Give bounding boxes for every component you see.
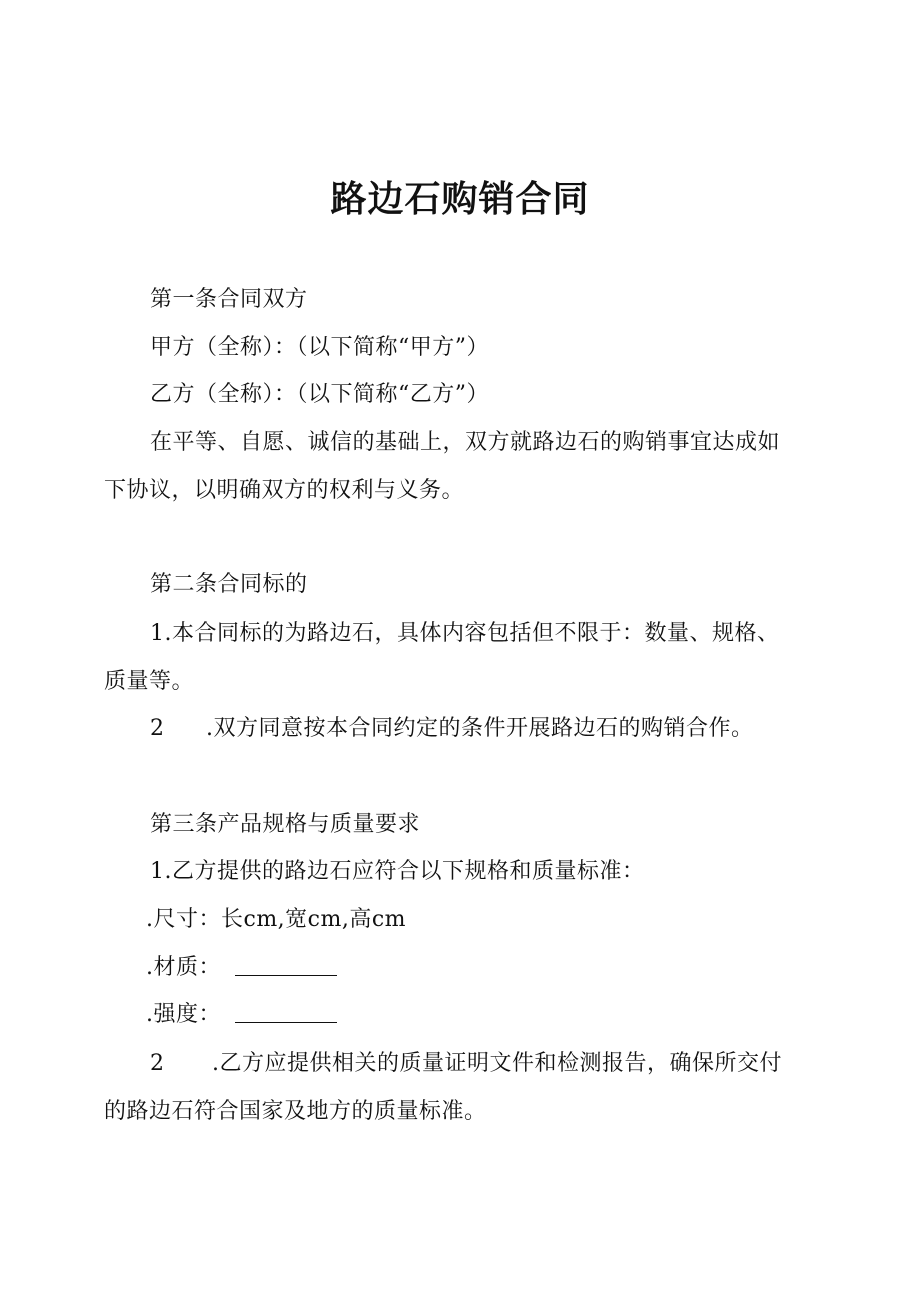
article2-item1-line1	[150, 619, 780, 649]
intro-line-2: 下协议，以明确双方的权利与义务。	[104, 478, 465, 503]
party-b-line: 乙方（全称）：（以下简称“乙方”）	[150, 382, 489, 407]
article3-item1	[150, 857, 645, 887]
size-line: .尺寸：长cm,宽cm,高cm	[146, 907, 407, 932]
document-title: 路边石购销合同	[330, 179, 590, 220]
material-line	[146, 953, 337, 983]
strength-blank	[235, 1002, 337, 1023]
article2-heading: 第二条合同标的	[150, 572, 308, 597]
item-text: .本合同标的为路边石，具体内容包括但不限于：数量、规格、	[164, 621, 780, 646]
article3-heading: 第三条产品规格与质量要求	[150, 812, 421, 837]
party-a-line: 甲方（全称）：（以下简称“甲方”）	[150, 335, 489, 360]
article1-heading: 第一条合同双方	[150, 287, 308, 312]
strength-line	[146, 1000, 337, 1030]
item-text: .双方同意按本合同约定的条件开展路边石的购销合作。	[206, 716, 754, 741]
article3-item2-line1	[150, 1049, 782, 1079]
item-text: .乙方应提供相关的质量证明文件和检测报告，确保所交付	[212, 1051, 782, 1076]
item-number: 2	[150, 716, 165, 741]
item-text: .乙方提供的路边石应符合以下规格和质量标准：	[164, 859, 645, 884]
item-number: 1	[150, 621, 165, 646]
intro-line-1: 在平等、自愿、诚信的基础上，双方就路边石的购销事宜达成如	[150, 430, 781, 455]
material-label: .材质：	[146, 955, 221, 980]
item-number: 2	[150, 1051, 165, 1076]
article3-item2-line2: 的路边石符合国家及地方的质量标准。	[104, 1099, 487, 1124]
article2-item2	[150, 714, 754, 744]
item-number: 1	[150, 859, 165, 884]
strength-label: .强度：	[146, 1002, 221, 1027]
article2-item1-line2: 质量等。	[104, 669, 195, 694]
material-blank	[235, 955, 337, 976]
